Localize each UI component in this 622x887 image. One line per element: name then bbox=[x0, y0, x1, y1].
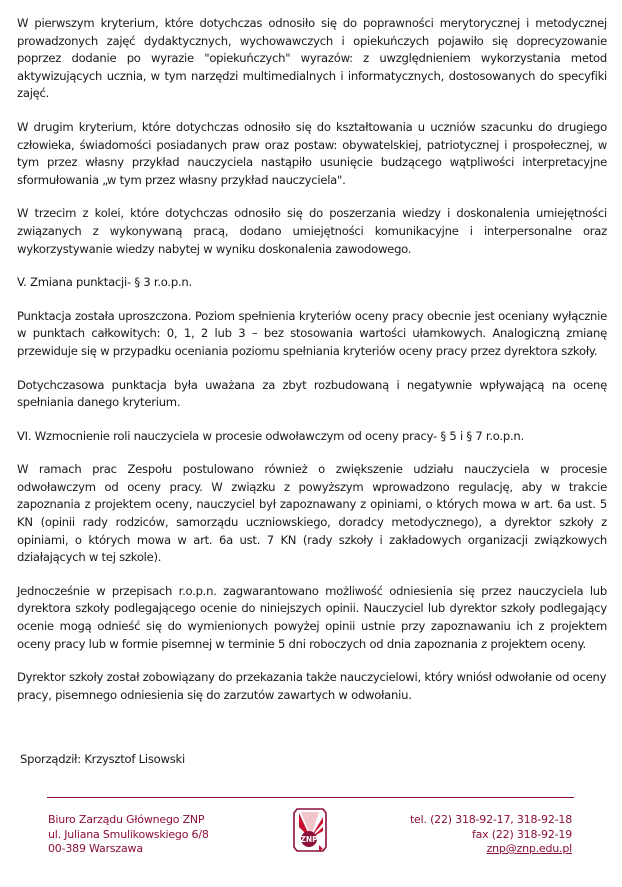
footer-address bbox=[48, 813, 209, 857]
paragraph-opinions: Jednocześnie w przepisach r.o.p.n. zagwarantowano możliwość odniesienia się przez nauczyciela lub dyrektora szkoły podlegającego ocenie do niniejszych opinii. Nauczyciel lub dyrektor szkoły podlegający ocenie mogą odnieść się do wymienionych powyżej opinii ustnie przy zapoznawaniu ich z projektem oceny pracy lub w formie pisemnej w terminie 5 dni roboczych od dnia zapoznania z projektem oceny. bbox=[17, 583, 607, 651]
footer-fax: fax (22) 318-92-19 bbox=[471, 827, 572, 841]
paragraph-scoring: Punktacja została uproszczona. Poziom spełnienia kryteriów oceny pracy obecnie jest oceniany wyłącznie w punktach całkowitych: 0, 1, 2 lub 3 – bez stosowania wartości ułamkowych. Analogiczną zmianę przewiduje się w przypadku oceniania poziomu spełniania kryteriów oceny pracy przez dyrektora szkoły. bbox=[17, 308, 607, 358]
footer-contact bbox=[410, 813, 572, 857]
logo-text: ZNP bbox=[300, 835, 318, 844]
paragraph-previous-scoring: Dotychczasowa punktacja była uważana za zbyt rozbudowaną i negatywnie wpływającą na ocenę spełniania danego kryterium. bbox=[17, 377, 607, 410]
section-heading-v: V. Zmiana punktacji- § 3 r.o.p.n. bbox=[17, 275, 192, 290]
signature: Sporządził: Krzysztof Lisowski bbox=[20, 752, 185, 766]
footer-divider bbox=[47, 797, 574, 798]
paragraph-criterion-2: W drugim kryterium, które dotychczas odnosiło się do kształtowania u uczniów szacunku do drugiego człowieka, świadomości posiadanych praw oraz postaw: obywatelskiej, patriotycznej i prospołecznej, w tym przez własny przykład nauczyciela nastąpiło usunięcie budzącego wątpliwości interpretacyjne sformułowania „w tym przez własny przykład nauczyciela". bbox=[17, 119, 607, 187]
footer-org-name: Biuro Zarządu Głównego ZNP bbox=[48, 813, 205, 826]
paragraph-appeal-process: W ramach prac Zespołu postulowano również o zwiększenie udziału nauczyciela w procesie odwoławczym od oceny pracy. W związku z powyższym wprowadzono regulację, aby w trakcie zapoznania z projektem oceny, nauczyciel był zapoznawany z opiniami, o których mowa w art. 6a ust. 5 KN (opinii rady rodziców, samorządu uczniowskiego, doradcy metodycznego), a dyrektor szkoły z opiniami, o których mowa w art. 6a ust. 7 KN (rady szkoły i zakładowych organizacji związkowych działających w tej szkole). bbox=[17, 462, 607, 565]
paragraph-criterion-3: W trzecim z kolei, które dotychczas odnosiło się do poszerzania wiedzy i doskonalenia umiejętności związanych z wykonywaną pracą, dodano umiejętności komunikacyjne i interpersonalne oraz wykorzystywanie wiedzy nabytej w wyniku doskonalenia zawodowego. bbox=[17, 206, 607, 256]
footer-city: 00-389 Warszawa bbox=[48, 842, 143, 855]
footer-email-link[interactable]: znp@znp.edu.pl bbox=[486, 842, 572, 855]
paragraph-director-obligation: Dyrektor szkoły został zobowiązany do przekazania także nauczycielowi, który wniósł odwołanie od oceny pracy, pisemnego odniesienia się do zarzutów zawartych w odwołaniu. bbox=[17, 670, 607, 702]
section-heading-vi: VI. Wzmocnienie roli nauczyciela w procesie odwoławczym od oceny pracy- § 5 i § 7 r.o.p.n. bbox=[17, 428, 524, 443]
footer-tel: tel. (22) 318-92-17, 318-92-18 bbox=[409, 813, 572, 826]
znp-logo-icon bbox=[293, 807, 327, 853]
paragraph-criterion-1: W pierwszym kryterium, które dotychczas odnosiło się do poprawności merytorycznej i metodycznej prowadzonych zajęć dydaktycznych, wychowawczych i opiekuńczych pojawiło się doprecyzowanie poprzez dodanie po wyrazie "opiekuńczych" wyrazów: z uwzględnieniem wykorzystania metod aktywizujących ucznia, w tym narzędzi multimedialnych i informatycznych, dostosowanych do specyfiki zajęć. bbox=[17, 16, 607, 101]
footer-street: ul. Juliana Smulikowskiego 6/8 bbox=[48, 827, 209, 841]
document-body bbox=[17, 15, 607, 720]
